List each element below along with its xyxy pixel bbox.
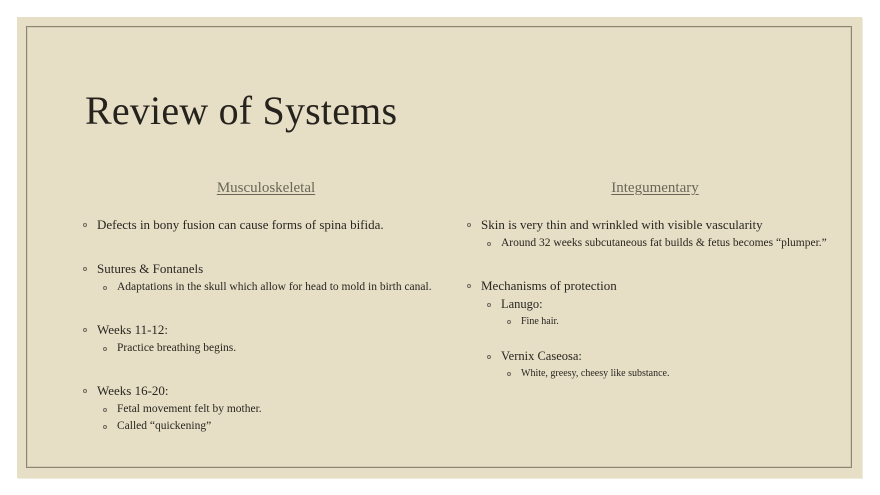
hollow-bullet-icon	[103, 408, 107, 412]
slide	[17, 17, 862, 478]
hollow-bullet-icon	[467, 223, 471, 227]
hollow-bullet-icon	[103, 347, 107, 351]
hollow-bullet-icon	[467, 284, 471, 288]
hollow-bullet-icon	[83, 267, 87, 271]
sub-sub-list-item-text: Fine hair.	[521, 316, 559, 327]
list-item	[465, 277, 845, 294]
bullet-list	[465, 216, 845, 380]
hollow-bullet-icon	[83, 328, 87, 332]
list-item-text: Mechanisms of protection	[481, 278, 617, 293]
list-item-text: Weeks 11-12:	[97, 322, 169, 337]
hollow-bullet-icon	[487, 355, 491, 359]
slide-title: Review of Systems	[85, 88, 398, 133]
sub-list-item-text: Lanugo:	[501, 297, 543, 311]
hollow-bullet-icon	[83, 389, 87, 393]
sub-list-item-text: Practice breathing begins.	[117, 342, 237, 354]
sub-list-item-text: Fetal movement felt by mother.	[117, 403, 262, 415]
list-item	[81, 260, 451, 277]
list-item-text: Sutures & Fontanels	[97, 261, 204, 276]
sub-list-item	[81, 342, 451, 355]
sub-list-item-text: Around 32 weeks subcutaneous fat builds & fetus becomes “plumper.”	[501, 237, 827, 249]
sub-list-item	[465, 237, 845, 250]
list-item	[81, 216, 451, 233]
bullet-list	[81, 216, 451, 433]
integumentary-column	[465, 180, 845, 380]
list-item	[465, 216, 845, 233]
list-item-text: Defects in bony fusion can cause forms of spina bifida.	[97, 217, 384, 232]
sub-list-item-text: Vernix Caseosa:	[501, 349, 582, 363]
sub-sub-list-item	[465, 368, 845, 380]
sub-list-item	[81, 403, 451, 416]
sub-list-item-text: Called “quickening”	[117, 420, 212, 432]
hollow-bullet-icon	[83, 223, 87, 227]
sub-list-item	[465, 350, 845, 363]
sub-sub-list-item	[465, 316, 845, 328]
hollow-bullet-icon	[103, 286, 107, 290]
hollow-bullet-icon	[103, 425, 107, 429]
column-heading-musculoskeletal: Musculoskeletal	[216, 180, 316, 196]
sub-list-item	[81, 281, 451, 294]
hollow-bullet-icon	[507, 372, 511, 376]
list-item-text: Weeks 16-20:	[97, 383, 169, 398]
list-item	[81, 382, 451, 399]
sub-list-item-text: Adaptations in the skull which allow for head to mold in birth canal.	[117, 281, 432, 293]
sub-list-item	[465, 298, 845, 311]
sub-sub-list-item-text: White, greesy, cheesy like substance.	[521, 368, 670, 379]
hollow-bullet-icon	[487, 303, 491, 307]
hollow-bullet-icon	[487, 242, 491, 246]
list-item	[81, 321, 451, 338]
list-item-text: Skin is very thin and wrinkled with visible vascularity	[481, 217, 763, 232]
sub-list-item	[81, 420, 451, 433]
hollow-bullet-icon	[507, 320, 511, 324]
column-heading-integumentary: Integumentary	[611, 180, 699, 196]
musculoskeletal-column	[81, 180, 451, 433]
